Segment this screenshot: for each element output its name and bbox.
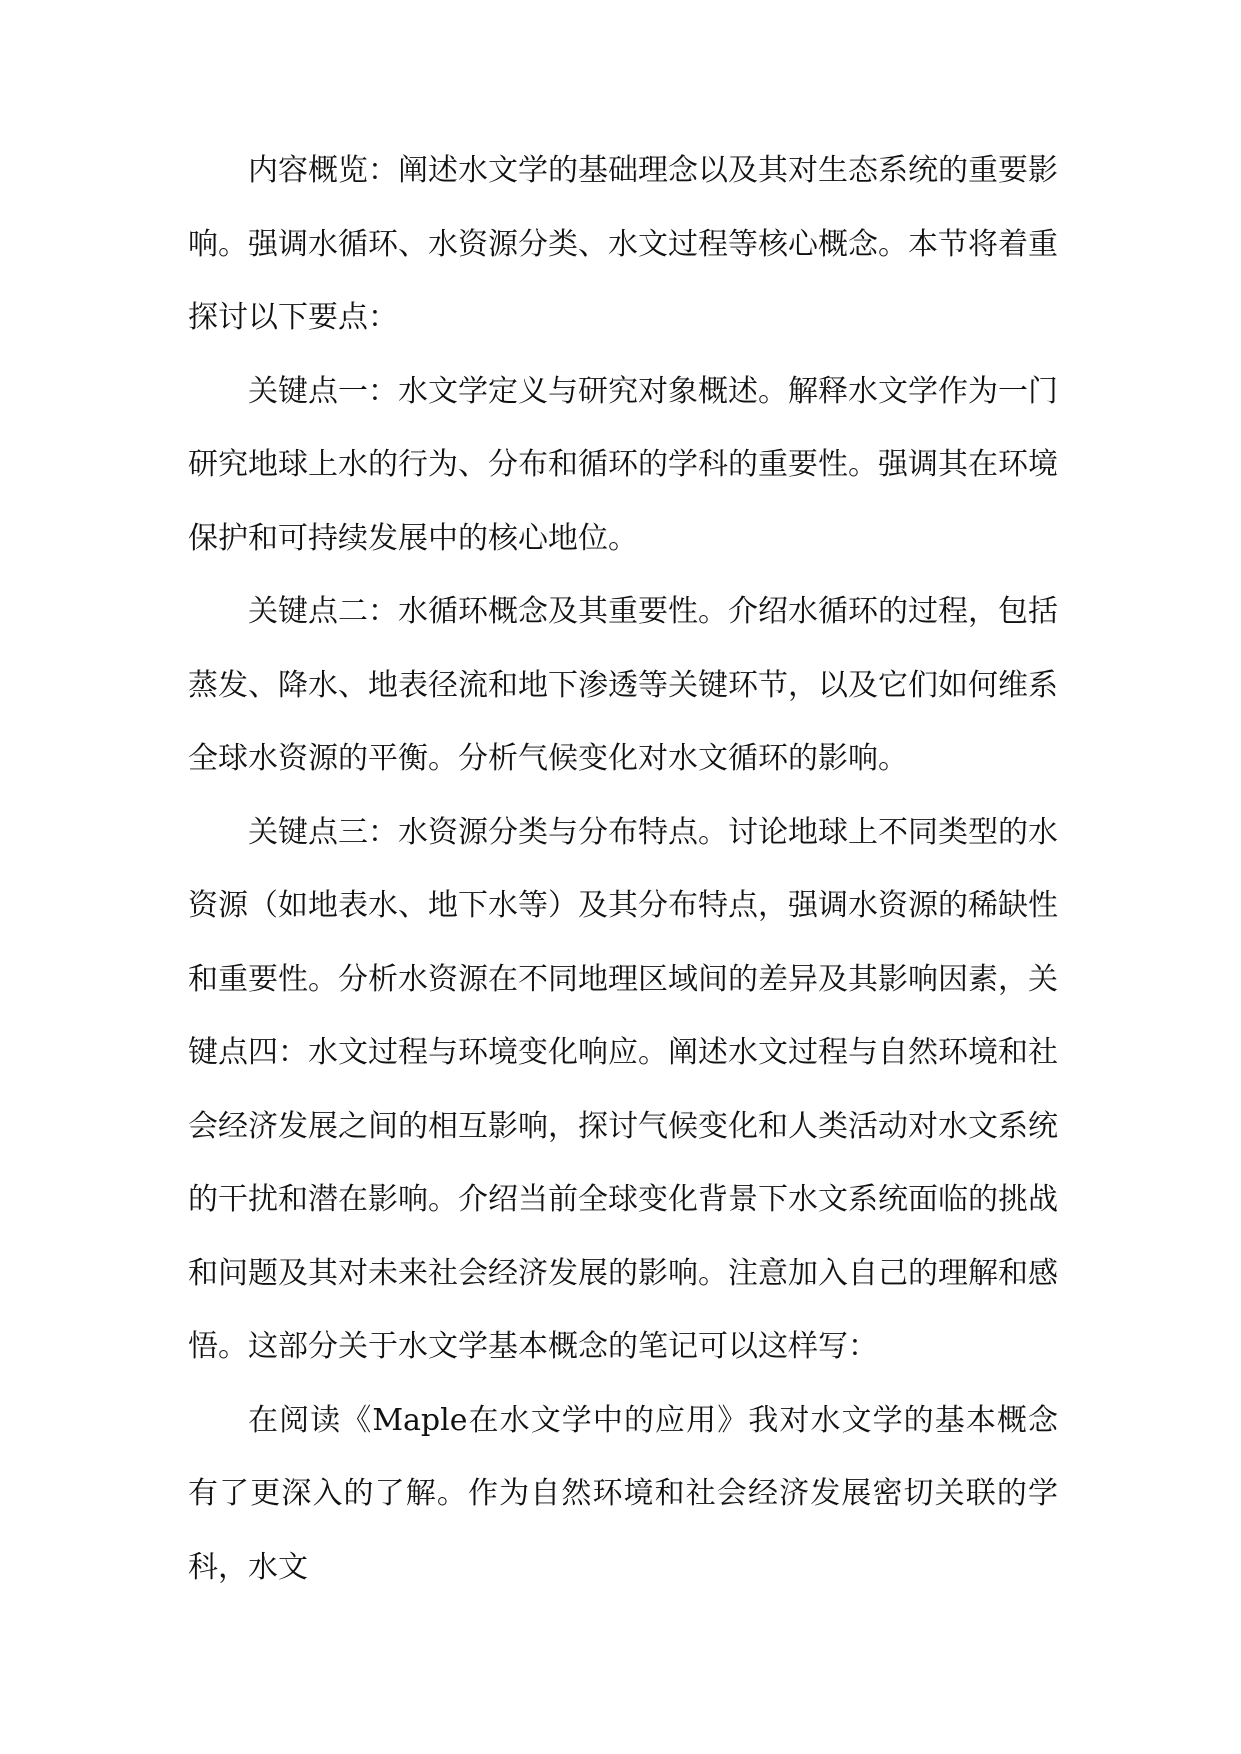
paragraph-reading-note: 在阅读《Maple在水文学中的应用》我对水文学的基本概念有了更深入的了解。作为自然环境和社会经济发展密切关联的学科，水文 (188, 1402, 1058, 1585)
paragraph-overview: 内容概览：阐述水文学的基础理念以及其对生态系统的重要影响。强调水循环、水资源分类、水文过程等核心概念。本节将着重探讨以下要点： (188, 153, 1058, 335)
paragraph-key-point-3-4: 关键点三：水资源分类与分布特点。讨论地球上不同类型的水资源（如地表水、地下水等）及其分布特点，强调水资源的稀缺性和重要性。分析水资源在不同地理区域间的差异及其影响因素，关键点四：水文过程与环境变化响应。阐述水文过程与自然环境和社会经济发展之间的相互影响，探讨气候变化和人类活动对水文系统的干扰和潜在影响。介绍当前全球变化背景下水文系统面临的挑战和问题及其对未来社会经济发展的影响。注意加入自己的理解和感悟。这部分关于水文学基本概念的笔记可以这样写： (188, 814, 1058, 1364)
paragraph-key-point-2: 关键点二：水循环概念及其重要性。介绍水循环的过程，包括蒸发、降水、地表径流和地下渗透等关键环节，以及它们如何维系全球水资源的平衡。分析气候变化对水文循环的影响。 (188, 594, 1058, 776)
paragraph-key-point-1: 关键点一：水文学定义与研究对象概述。解释水文学作为一门研究地球上水的行为、分布和循环的学科的重要性。强调其在环境保护和可持续发展中的核心地位。 (188, 373, 1058, 556)
body-text (188, 134, 1058, 1604)
